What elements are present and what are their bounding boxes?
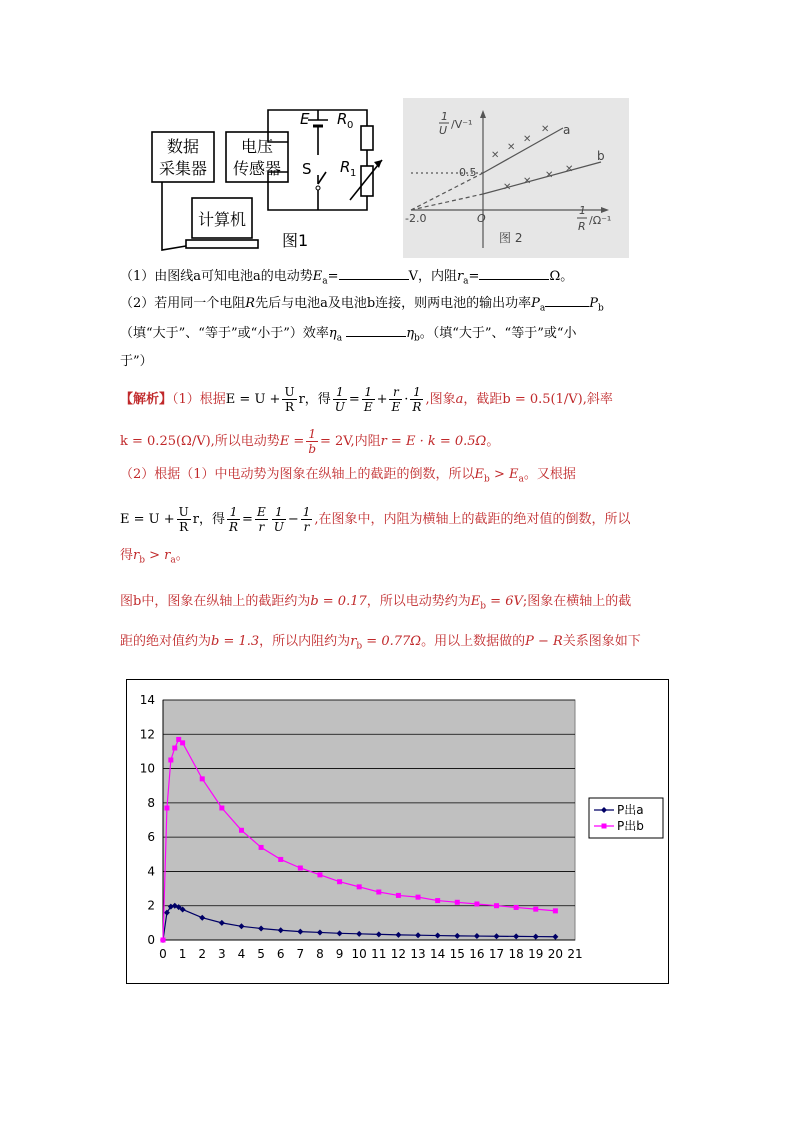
- plot-area: [163, 700, 575, 940]
- fig2-label-a: a: [563, 123, 571, 137]
- s1-frac-UR: $\frac{U}{R}$: [284, 385, 295, 414]
- y-tick-label: 2: [147, 898, 155, 913]
- svg-text:✕: ✕: [545, 170, 554, 181]
- q1-unit-v: V，内阻: [408, 269, 457, 284]
- fig2-y-num: 1: [441, 110, 448, 123]
- s1-frac-1b: $\frac{1}{b}$: [308, 427, 317, 456]
- x-tick-label: 0: [159, 947, 167, 961]
- q1-eq: =: [327, 269, 339, 284]
- s1-slope: k = 0.25(Ω/V): [120, 434, 211, 449]
- solution-line-7: 距的绝对值约为b = 1.3，所以内阻约为$r_b = 0.77\Omega$。用以上数据做的P − R关系图象如下: [120, 634, 641, 652]
- r1-subscript: 1: [350, 168, 357, 179]
- s1-frac-1E: $\frac{1}{E}$: [363, 385, 373, 414]
- x-tick-label: 21: [567, 947, 583, 961]
- x-tick-label: 2: [198, 947, 207, 961]
- s1-frac-rE: $\frac{r}{E}$: [391, 385, 401, 414]
- x-tick-label: 12: [390, 947, 407, 961]
- fig2-x-unit: /Ω⁻¹: [589, 214, 612, 227]
- svg-text:✕: ✕: [503, 182, 512, 193]
- y-tick-label: 8: [147, 795, 155, 810]
- s1-r: r，得: [298, 392, 331, 407]
- q2-power-blank[interactable]: [545, 292, 589, 307]
- question-2-line2: [120, 322, 680, 349]
- data-point-b: [357, 884, 362, 889]
- x-tick-label: 3: [218, 947, 226, 961]
- data-point-b: [259, 845, 264, 850]
- figure2-caption: 图 2: [499, 231, 523, 245]
- x-tick-label: 9: [335, 947, 344, 961]
- data-point-b: [474, 902, 479, 907]
- q1-ra: r: [456, 269, 464, 284]
- legend-marker-b: [602, 824, 607, 829]
- s1-a: （1）根据: [172, 392, 226, 407]
- fig2-origin: O: [477, 212, 486, 225]
- x-tick-label: 18: [508, 947, 524, 961]
- y-tick-label: 0: [147, 933, 155, 947]
- fig2-x-num: 1: [579, 204, 586, 217]
- fig2-y-den: U: [439, 124, 448, 137]
- data-point-b: [553, 908, 558, 913]
- svg-text:✕: ✕: [523, 176, 532, 187]
- y-tick-label: 4: [147, 864, 155, 879]
- data-point-b: [168, 758, 173, 763]
- fig2-y-unit: /V⁻¹: [451, 118, 473, 131]
- data-point-b: [161, 938, 166, 943]
- data-point-b: [494, 903, 499, 908]
- data-point-b: [164, 806, 169, 811]
- r1-label: R: [340, 158, 351, 176]
- question-2: [120, 292, 680, 319]
- computer-label: 计算机: [197, 210, 247, 229]
- y-tick-label: 10: [139, 761, 155, 776]
- switch-label: S: [302, 160, 312, 178]
- voltage-sensor-label-1: 电压: [240, 137, 274, 156]
- data-point-b: [239, 828, 244, 833]
- solution-line-2: k = 0.25(Ω/V),所以电动势E = $\frac{1}{b}$ = 2V,内阻r = E · k = 0.5Ω。: [120, 427, 500, 456]
- x-tick-label: 19: [528, 947, 544, 961]
- s1-intercept: b = 0.5(1/V): [502, 392, 583, 407]
- data-point-b: [416, 895, 421, 900]
- figure2-graph: [403, 98, 629, 258]
- x-tick-label: 14: [430, 947, 446, 961]
- solution-line-6: 图b中，图象在纵轴上的截距约为b = 0.17，所以电动势约为$E_b = 6V$;图象在横轴上的截: [120, 594, 632, 612]
- q1-Ea: E: [312, 269, 323, 284]
- y-tick-label: 12: [139, 727, 155, 742]
- q1-prefix: （1）由图线a可知电池a的电动势: [120, 269, 313, 284]
- data-point-b: [435, 898, 440, 903]
- fig2-x-den: R: [578, 220, 586, 233]
- solution-line-5: 得$r_b > r_a$。: [120, 548, 189, 566]
- s1-formula-lhs: E = U +: [225, 392, 281, 407]
- figure1-caption: 图1: [282, 231, 309, 250]
- q2-efficiency-blank[interactable]: [346, 322, 406, 337]
- svg-text:✕: ✕: [507, 142, 516, 153]
- q2-eta-b: η: [406, 326, 414, 341]
- pr-chart-frame: [126, 679, 669, 984]
- q2-Pb: P: [589, 296, 599, 311]
- q2-Pa-sub: a: [539, 303, 546, 314]
- x-tick-label: 7: [296, 947, 305, 961]
- x-tick-label: 20: [547, 947, 564, 961]
- svg-text:✕: ✕: [523, 134, 532, 145]
- q2-Pb-sub: b: [598, 303, 604, 314]
- data-point-b: [200, 776, 205, 781]
- x-tick-label: 17: [488, 947, 505, 961]
- x-tick-label: 13: [410, 947, 426, 961]
- fig2-tick-05: 0.5: [459, 166, 477, 179]
- data-collector-label-2: 采集器: [158, 159, 208, 178]
- r0-subscript: 0: [347, 120, 354, 131]
- fig2-tick-neg2: -2.0: [405, 212, 427, 225]
- x-tick-label: 1: [178, 947, 187, 961]
- battery-label: E: [300, 110, 310, 128]
- q2-eta-b-sub: b: [414, 333, 420, 344]
- data-point-b: [514, 905, 519, 910]
- legend-label-1: P出a: [617, 803, 644, 817]
- x-tick-label: 6: [276, 947, 285, 961]
- data-collector-label-1: 数据: [166, 137, 200, 156]
- y-tick-label: 14: [139, 693, 155, 707]
- data-point-b: [455, 900, 460, 905]
- computer-base: [186, 240, 258, 248]
- data-point-b: [337, 879, 342, 884]
- q1-unit-ohm: Ω。: [549, 269, 574, 284]
- data-point-b: [533, 907, 538, 912]
- data-point-b: [172, 746, 177, 751]
- q2-eta-a-sub: a: [336, 333, 343, 344]
- x-tick-label: 4: [237, 947, 246, 961]
- svg-text:✕: ✕: [491, 150, 500, 161]
- s1-frac-1R: $\frac{1}{R}$: [412, 385, 422, 414]
- x-tick-label: 16: [469, 947, 485, 961]
- legend-label-2: P出b: [617, 819, 644, 833]
- solution-tag: 【解析】: [120, 392, 173, 407]
- voltage-sensor-label-2: 传感器: [232, 159, 282, 178]
- data-point-b: [219, 806, 224, 811]
- q1-emf-blank[interactable]: [339, 265, 409, 280]
- x-tick-label: 15: [449, 947, 465, 961]
- q1-eq2: =: [468, 269, 480, 284]
- q1-ra-sub: a: [463, 276, 469, 287]
- question-2-line3: 于”）: [120, 354, 153, 369]
- question-1: [120, 265, 680, 292]
- s1-frac-1U: $\frac{1}{U}$: [334, 385, 345, 414]
- q2-line2-a: （填“大于”、“等于”或“小于”）效率: [120, 326, 329, 341]
- solution-line-1: 【解析】（1）根据E = U + $\frac{U}{R}$ r，得 $\frac{1}{U}$ = $\frac{1}{E}$ + $\frac{r}{E}$ · $\frac{1}{R}$ ,图象a，截距b = 0.5(1/V),斜率: [120, 385, 613, 414]
- circuit-diagram: [150, 100, 390, 260]
- data-point-b: [317, 872, 322, 877]
- q2-Pa: P: [531, 296, 540, 311]
- svg-text:✕: ✕: [541, 124, 550, 135]
- q1-resistance-blank[interactable]: [479, 265, 549, 280]
- x-tick-label: 8: [316, 947, 324, 961]
- x-tick-label: 10: [351, 947, 367, 961]
- q1-Ea-sub: a: [322, 276, 328, 287]
- q2-line2-b: 。（填“大于”、“等于”或“小: [419, 326, 577, 341]
- y-tick-label: 6: [147, 830, 155, 845]
- x-tick-label: 11: [371, 947, 387, 961]
- data-point-b: [278, 857, 283, 862]
- q2-eta-a: η: [328, 326, 337, 341]
- data-point-b: [180, 740, 185, 745]
- svg-text:✕: ✕: [565, 164, 574, 175]
- solution-line-4: E = U + $\frac{U}{R}$ r，得 $\frac{1}{R}$ = $\frac{E}{r}$ $\frac{1}{U}$ − $\frac{1}{r}$ ,在图象中，内阻为横轴上的截距的绝对值的倒数，所以: [120, 505, 631, 534]
- x-tick-label: 5: [257, 947, 265, 961]
- solution-line-3: （2）根据（1）中电动势为图象在纵轴上的截距的倒数，所以$E_b > E_a$。又根据: [120, 467, 576, 485]
- r0-label: R: [337, 110, 348, 128]
- pr-chart: [127, 680, 668, 983]
- data-point-b: [298, 866, 303, 871]
- q2-R: R: [245, 296, 256, 311]
- fig2-label-b: b: [597, 149, 605, 163]
- data-point-b: [376, 890, 381, 895]
- data-point-b: [396, 893, 401, 898]
- q2-prefix: （2）若用同一个电阻: [120, 296, 246, 311]
- q2-mid: 先后与电池a及电池b连接，则两电池的输出功率: [255, 296, 532, 311]
